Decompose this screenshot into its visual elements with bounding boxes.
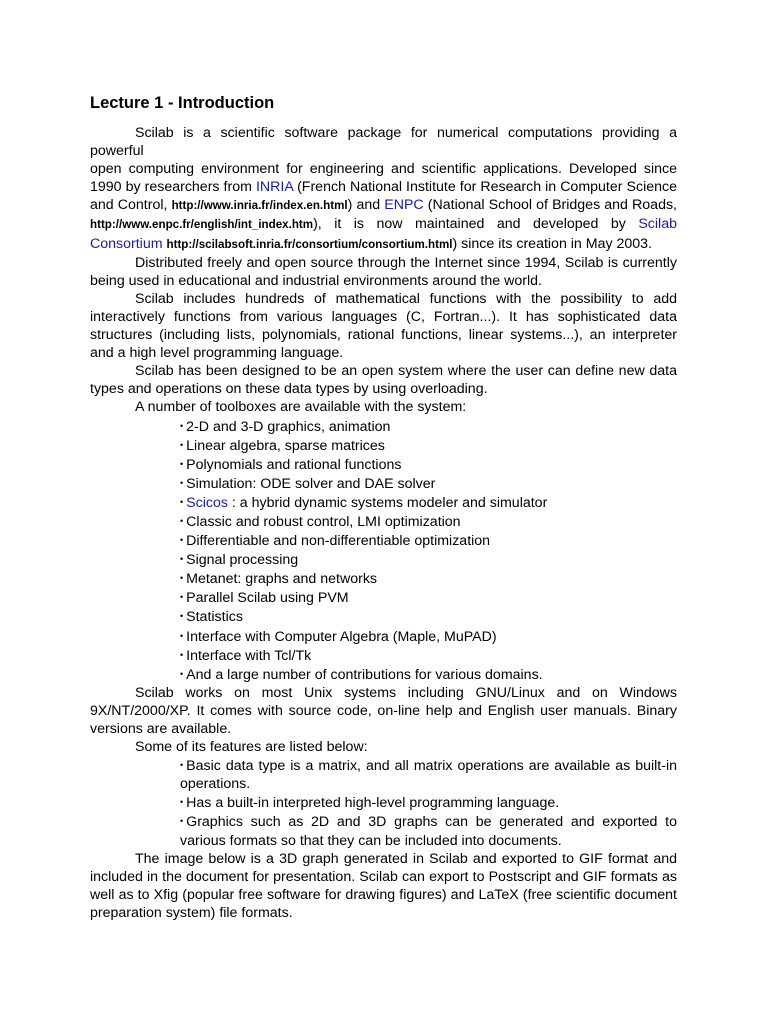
paragraph-toolboxes-intro: A number of toolboxes are available with the system: [135,399,467,416]
bullet-icon: • [180,439,184,450]
list-item [180,812,677,849]
paragraph-platforms: Scilab works on most Unix systems including GNU/Linux and on Windows 9X/NT/2000/XP. It comes with source code, on-line help and English user manuals. Binary versions are available. [90,684,677,737]
bullet-icon: • [180,554,184,565]
list-item [180,569,677,588]
feature-list [90,756,677,849]
bullet-icon: • [180,816,184,827]
document-body [90,93,677,922]
bullet-icon: • [180,592,184,603]
list-item [180,417,677,436]
list-item-text: Statistics [186,609,243,626]
scicos-link[interactable]: Scicos [186,494,228,511]
list-item [180,665,677,684]
list-item-text: Graphics such as 2D and 3D graphs can be generated and exported to various formats so that they can be included into documents. [180,814,677,849]
list-item-text: Classic and robust control, LMI optimization [186,513,461,530]
bullet-icon: • [180,477,184,488]
intro-line-1: Scilab is a scientific software package for numerical computations providing a powerful [90,125,677,160]
page-title: Lecture 1 - Introduction [90,94,275,112]
enpc-url-link[interactable]: http://www.enpc.fr/english/int_index.htm [90,218,314,232]
paragraph-intro [90,124,677,254]
bullet-icon: • [180,420,184,431]
list-item-text: Differentiable and non-differentiable optimization [186,533,491,550]
bullet-icon: • [180,458,184,469]
list-item [180,627,677,646]
bullet-icon: • [180,573,184,584]
list-item [180,588,677,607]
list-item-text: Interface with Tcl/Tk [186,647,312,664]
list-item-text: Has a built-in interpreted high-level programming language. [186,795,560,812]
inria-url-link[interactable]: http://www.inria.fr/index.en.html [171,199,348,213]
paragraph-3d-graph: The image below is a 3D graph generated in Scilab and exported to GIF format and included in the document for presentation. Scilab can export to Postscript and GIF formats as well as to Xfig (popular free software for drawing figures) and LaTeX (free scientific document preparation system) file formats. [90,850,677,921]
bullet-icon: • [180,668,184,679]
toolbox-list [90,417,677,684]
consortium-link[interactable]: Scilab Consortium [90,216,677,252]
paragraph-functions: Scilab includes hundreds of mathematical functions with the possibility to add interactively functions from various languages (C, Fortran...). It has sophisticated data structures (including lists, polynomials, rational functions, linear systems...), an interpreter and a high level programming language. [90,290,677,362]
list-item-text: Interface with Computer Algebra (Maple, MuPAD) [186,628,497,645]
list-item-text: Basic data type is a matrix, and all matrix operations are available as built-in operations. [180,758,677,793]
list-item [180,607,677,626]
bullet-icon: • [180,496,184,507]
list-item-text: Metanet: graphs and networks [186,571,378,588]
bullet-icon: • [180,515,184,526]
list-item-text: Simulation: ODE solver and DAE solver [186,475,436,492]
intro-text: ), it is now maintained and developed by [313,216,639,233]
intro-text: (French National Institute for Research in Computer Science and Control, [90,179,677,214]
consortium-url-link[interactable]: http://scilabsoft.inria.fr/consortium/consortium.html [166,237,453,251]
list-item-text: Signal processing [186,552,299,569]
bullet-icon: • [180,535,184,546]
list-item-text: Parallel Scilab using PVM [186,590,349,607]
list-item [180,474,677,493]
bullet-icon: • [180,649,184,660]
paragraph-distribution: Distributed freely and open source through the Internet since 1994, Scilab is currently being used in educational and industrial environments around the world. [90,254,677,289]
list-item-text: : a hybrid dynamic systems modeler and simulator [227,494,548,511]
inria-link[interactable]: INRIA [255,179,294,196]
list-item-text: Linear algebra, sparse matrices [186,437,385,454]
list-item [180,646,677,665]
list-item [180,455,677,474]
intro-text: ) and [347,197,385,214]
list-item-text: 2-D and 3-D graphics, animation [186,418,391,435]
bullet-icon: • [180,611,184,622]
list-item [180,512,677,531]
list-item [180,756,677,793]
list-item [180,493,677,512]
list-item-text: And a large number of contributions for various domains. [186,666,543,683]
bullet-icon: • [180,797,184,808]
paragraph-open-system: Scilab has been designed to be an open system where the user can define new data types and operations on these data types by using overloading. [90,363,677,398]
intro-text: ) since its creation in May 2003. [452,235,653,252]
list-item [180,793,677,812]
intro-text: open computing environment for engineering and scientific applications. Developed since 1990 by researchers from [90,161,677,196]
intro-text: (National School of Bridges and Roads, [423,197,677,214]
enpc-link[interactable]: ENPC [384,197,424,214]
bullet-icon: • [180,630,184,641]
list-item [180,550,677,569]
list-item [180,436,677,455]
list-item [180,531,677,550]
list-item-text: Polynomials and rational functions [186,456,402,473]
bullet-icon: • [180,760,184,771]
paragraph-features-intro: Some of its features are listed below: [135,739,368,756]
